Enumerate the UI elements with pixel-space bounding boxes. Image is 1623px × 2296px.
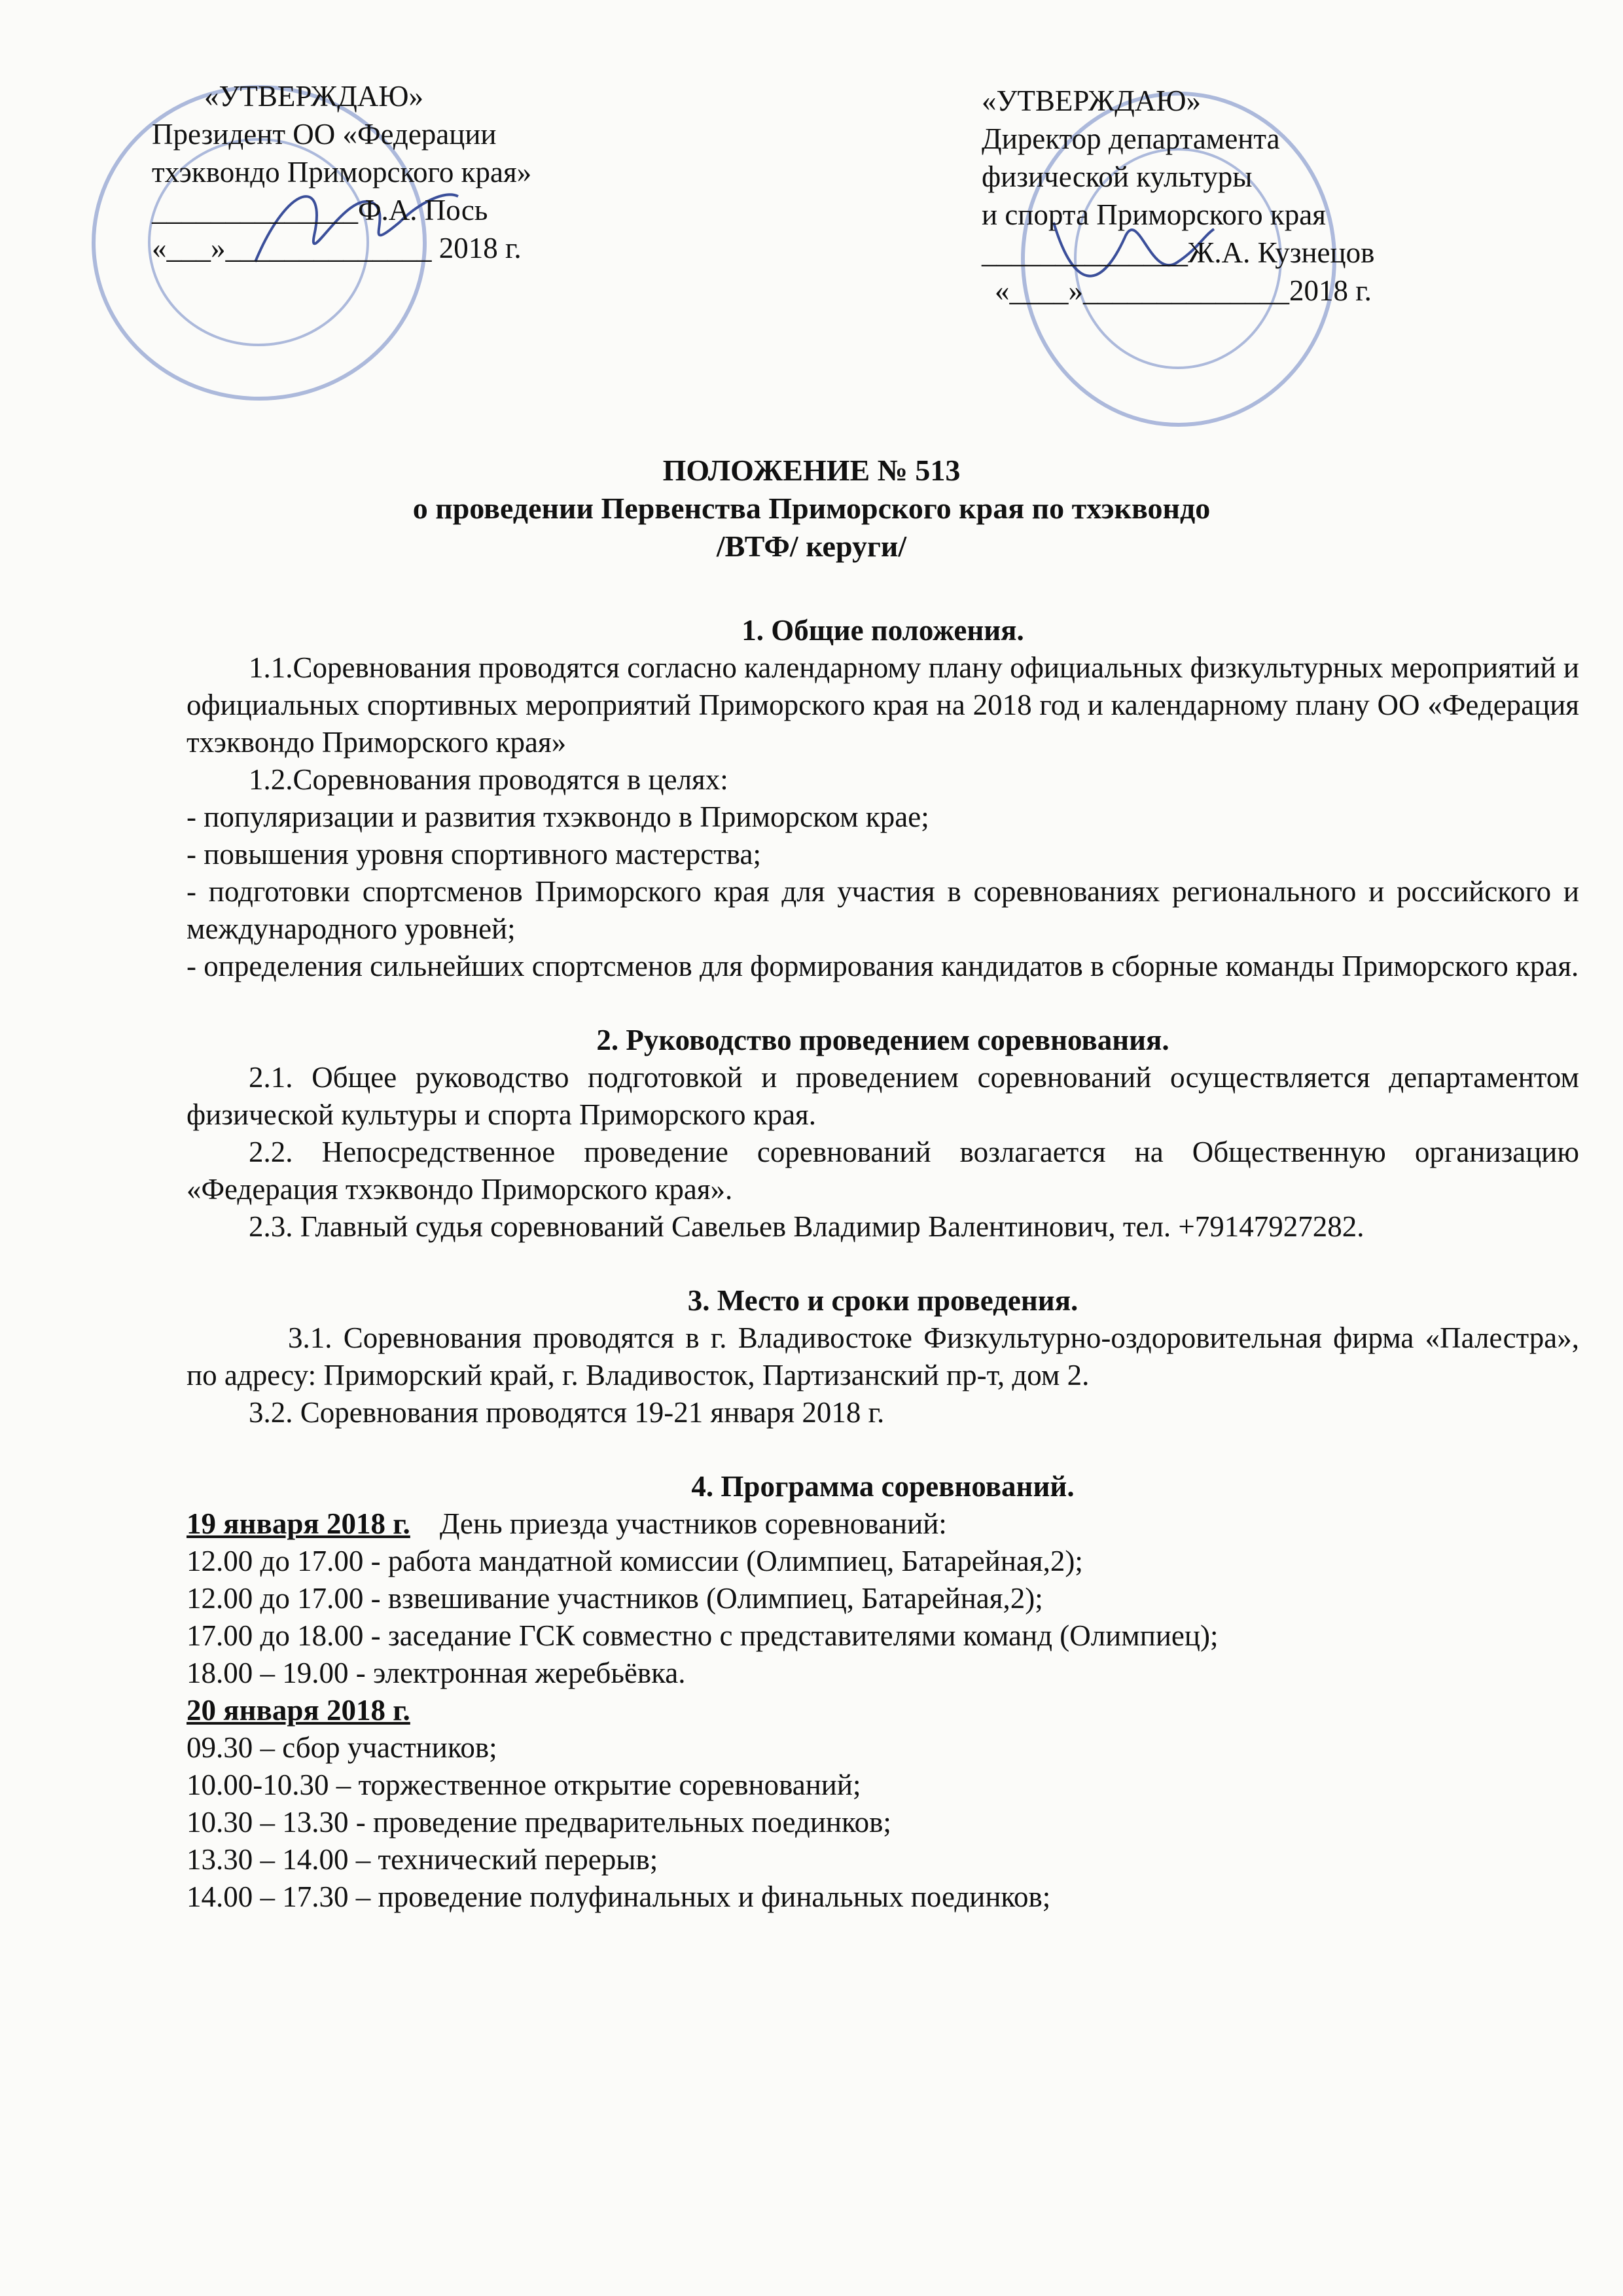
schedule-item: 09.30 – сбор участников; [187, 1731, 497, 1764]
approval-left-title: «УТВЕРЖДАЮ» [204, 80, 424, 113]
approval-right-line2: физической культуры [982, 160, 1253, 193]
approval-right-line3: и спорта Приморского края [982, 198, 1326, 231]
document-subtitle-2: /ВТФ/ керуги/ [716, 529, 907, 563]
approval-left-line3: ______________Ф.А. Пось [152, 194, 488, 226]
section-1-heading: 1. Общие положения. [741, 614, 1024, 647]
document-subtitle: о проведении Первенства Приморского края по тхэквондо [412, 492, 1211, 525]
approval-left [152, 77, 531, 267]
section-2-paragraph-3: 2.3. Главный судья соревнований Савельев Владимир Валентинович, тел. +79147927282. [249, 1210, 1364, 1243]
schedule-item: 14.00 – 17.30 – проведение полуфинальных и финальных поединков; [187, 1880, 1051, 1913]
schedule-item: 13.30 – 14.00 – технический перерыв; [187, 1843, 658, 1876]
approval-left-line1: Президент ОО «Федерации [152, 118, 497, 151]
section-3-paragraph-1: 3.1. Соревнования проводятся в г. Владивостоке Физкультурно-оздоровительная фирма «Палестра», по адресу: Приморский край, г. Владивосток, Партизанский пр-т, дом 2. [187, 1321, 1579, 1391]
schedule-day-1-title: День приезда участников соревнований: [439, 1507, 947, 1540]
approval-right [982, 82, 1374, 310]
section-1-bullet-3: - подготовки спортсменов Приморского края для участия в соревнованиях регионального и российского и международного уровней; [187, 875, 1579, 945]
document-title: ПОЛОЖЕНИЕ № 513 [662, 454, 961, 487]
section-2-paragraph-1: 2.1. Общее руководство подготовкой и проведением соревнований осуществляется департаментом физической культуры и спорта Приморского края. [187, 1061, 1579, 1131]
schedule-day-2-date: 20 января 2018 г. [187, 1694, 410, 1727]
section-1-bullet-4: - определения сильнейших спортсменов для формирования кандидатов в сборные команды Приморского края. [187, 950, 1579, 982]
section-3-paragraph-2: 3.2. Соревнования проводятся 19-21 января 2018 г. [249, 1396, 885, 1429]
section-1-paragraph-1: 1.1.Соревнования проводятся согласно календарному плану официальных физкультурных мероприятий и официальных спортивных мероприятий Приморского края на 2018 год и календарному плану ОО «Федерация тхэквондо Приморского края» [187, 651, 1579, 759]
schedule-day-1 [187, 1505, 1579, 1543]
section-1-bullet-2: - повышения уровня спортивного мастерства; [187, 838, 761, 870]
schedule [187, 1505, 1579, 1916]
schedule-item: 10.00-10.30 – торжественное открытие соревнований; [187, 1768, 861, 1801]
section-2-paragraph-2: 2.2. Непосредственное проведение соревнований возлагается на Общественную организацию «Федерация тхэквондо Приморского края». [187, 1136, 1579, 1206]
approval-right-line4: ______________Ж.А. Кузнецов [982, 236, 1375, 269]
schedule-item: 10.30 – 13.30 - проведение предварительных поединков; [187, 1806, 891, 1839]
section-3-heading: 3. Место и сроки проведения. [687, 1284, 1079, 1317]
section-4-heading: 4. Программа соревнований. [691, 1470, 1075, 1503]
approval-right-title: «УТВЕРЖДАЮ» [982, 84, 1202, 117]
approval-right-line5: «____»______________2018 г. [995, 274, 1372, 307]
schedule-day-1-date: 19 января 2018 г. [187, 1507, 410, 1540]
schedule-item: 18.00 – 19.00 - электронная жеребьёвка. [187, 1657, 686, 1689]
section-1-paragraph-2: 1.2.Соревнования проводятся в целях: [249, 763, 728, 796]
schedule-item: 17.00 до 18.00 - заседание ГСК совместно с представителями команд (Олимпиец); [187, 1619, 1219, 1652]
section-1-bullet-1: - популяризации и развития тхэквондо в Приморском крае; [187, 800, 929, 833]
schedule-item: 12.00 до 17.00 - взвешивание участников (Олимпиец, Батарейная,2); [187, 1582, 1043, 1615]
document-body [187, 612, 1579, 1916]
section-2-heading: 2. Руководство проведением соревнования. [596, 1024, 1169, 1056]
approval-left-line4: «___»______________ 2018 г. [152, 232, 522, 264]
approval-left-line2: тхэквондо Приморского края» [152, 156, 532, 188]
approval-right-line1: Директор департамента [982, 122, 1280, 155]
schedule-item: 12.00 до 17.00 - работа мандатной комиссии (Олимпиец, Батарейная,2); [187, 1545, 1083, 1577]
